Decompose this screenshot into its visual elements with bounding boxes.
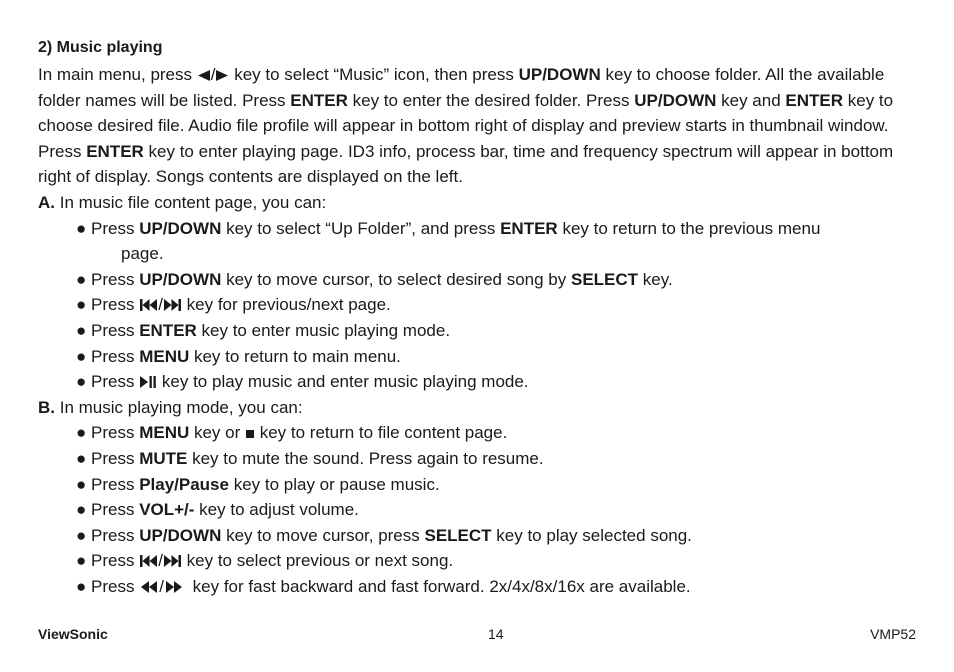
bullet: ● — [76, 295, 87, 315]
stop-square-icon — [245, 426, 255, 440]
key-label: Play/Pause — [139, 474, 229, 494]
page-number: 14 — [488, 626, 504, 642]
key-label: ENTER — [86, 141, 144, 161]
key-label: UP/DOWN — [139, 525, 222, 545]
item-text: Press — [86, 525, 140, 545]
item-text: key to select “Up Folder”, and press — [221, 218, 501, 238]
intro-text: key to enter the desired folder. Press — [347, 90, 635, 110]
key-label: VOL+/- — [139, 500, 195, 520]
slash: / — [210, 65, 216, 84]
key-label: ENTER — [785, 90, 844, 110]
list-item — [38, 446, 918, 472]
bullet: ● — [76, 320, 87, 340]
skip-previous-icon — [139, 554, 158, 568]
list-item — [38, 574, 918, 600]
list-item — [38, 369, 918, 395]
item-text: key to return to file content page. — [255, 423, 508, 443]
key-label: UP/DOWN — [518, 65, 601, 84]
item-text: key for previous/next page. — [181, 295, 391, 315]
list-item — [38, 318, 918, 344]
list-item — [38, 216, 918, 267]
bullet: ● — [76, 551, 87, 571]
intro-text: key to enter playing page. ID3 info, process bar, time and frequency spectrum will appear in bottom right of display. Songs contents are displayed on the left. — [38, 141, 894, 187]
key-label: SELECT — [570, 269, 639, 289]
item-text: key to play music and enter music playing mode. — [157, 372, 529, 392]
slash: / — [158, 551, 163, 571]
list-item — [38, 344, 918, 370]
list-item — [38, 523, 918, 549]
bullet: ● — [76, 525, 87, 545]
key-label: ENTER — [500, 218, 558, 238]
item-text: key to return to the previous menu — [557, 218, 821, 238]
item-text: Press — [86, 295, 140, 315]
list-item — [38, 548, 918, 574]
key-label: ENTER — [139, 320, 197, 340]
list-item — [38, 267, 918, 293]
fast-forward-icon — [164, 580, 188, 594]
item-text: key to enter music playing mode. — [196, 320, 451, 340]
key-label: MENU — [139, 423, 190, 443]
model-number: VMP52 — [870, 626, 916, 642]
intro-text: key to select “Music” icon, then press — [229, 65, 519, 84]
skip-previous-icon — [139, 298, 158, 312]
play-pause-icon — [139, 375, 157, 389]
item-text: key to adjust volume. — [194, 500, 359, 520]
key-label: MENU — [139, 346, 190, 366]
bullet: ● — [76, 372, 87, 392]
bullet: ● — [76, 474, 87, 494]
skip-next-icon — [163, 298, 182, 312]
item-text: Press — [86, 500, 140, 520]
rewind-icon — [139, 580, 159, 594]
key-label: UP/DOWN — [139, 218, 222, 238]
item-text: key. — [638, 269, 673, 289]
manual-page — [38, 36, 918, 599]
intro-text: key to choose folder. All the available folder names will be listed. Press — [38, 65, 885, 110]
section-a-heading — [38, 190, 918, 216]
section-b-list — [38, 420, 918, 599]
triangle-left-icon — [197, 69, 211, 82]
item-text: Press — [86, 346, 140, 366]
key-label: UP/DOWN — [634, 90, 717, 110]
bullet: ● — [76, 346, 87, 366]
section-a-list — [38, 216, 918, 395]
section-title: 2) Music playing — [38, 39, 163, 56]
item-text: key to return to main menu. — [189, 346, 401, 366]
bullet: ● — [76, 218, 87, 238]
item-text: Press — [86, 320, 140, 340]
item-text: Press — [86, 218, 140, 238]
item-text: Press — [86, 576, 140, 596]
key-label: UP/DOWN — [139, 269, 222, 289]
intro-text: key to choose desired file. Audio file profile will appear in bottom right of display and preview starts in thumbnail window. Press — [38, 90, 894, 161]
item-continuation: page. — [121, 244, 164, 264]
bullet: ● — [76, 500, 87, 520]
item-text: key to move cursor, press — [221, 525, 425, 545]
section-text: In music playing mode, you can: — [55, 397, 303, 417]
bullet: ● — [76, 576, 87, 596]
bullet: ● — [76, 269, 87, 289]
key-label: MUTE — [139, 448, 188, 468]
item-text: Press — [86, 269, 140, 289]
section-label: B. — [38, 397, 55, 417]
skip-next-icon — [163, 554, 182, 568]
brand-name: ViewSonic — [38, 626, 108, 642]
intro-text: In main menu, press — [38, 65, 197, 84]
item-text: Press — [86, 551, 140, 571]
list-item — [38, 292, 918, 318]
section-text: In music file content page, you can: — [55, 192, 327, 212]
key-label: SELECT — [424, 525, 492, 545]
key-label: ENTER — [290, 90, 348, 110]
item-text: key or — [189, 423, 245, 443]
item-text: key to play selected song. — [491, 525, 692, 545]
bullet: ● — [76, 423, 87, 443]
item-text: Press — [86, 372, 140, 392]
section-b-heading — [38, 395, 918, 421]
section-label: A. — [38, 192, 55, 212]
list-item — [38, 472, 918, 498]
intro-text: key and — [716, 90, 786, 110]
triangle-right-icon — [215, 69, 229, 82]
item-text: key for fast backward and fast forward. 2x/4x/8x/16x are available. — [187, 576, 691, 596]
item-text: Press — [86, 448, 140, 468]
list-item — [38, 420, 918, 446]
item-text: key to select previous or next song. — [181, 551, 454, 571]
bullet: ● — [76, 448, 87, 468]
item-text: key to play or pause music. — [228, 474, 440, 494]
slash: / — [158, 295, 163, 315]
intro-paragraph — [38, 62, 918, 190]
item-text: Press — [86, 474, 140, 494]
item-text: key to mute the sound. Press again to resume. — [187, 448, 544, 468]
slash: / — [159, 576, 164, 596]
list-item — [38, 497, 918, 523]
item-text: key to move cursor, to select desired song by — [221, 269, 571, 289]
item-text: Press — [86, 423, 140, 443]
